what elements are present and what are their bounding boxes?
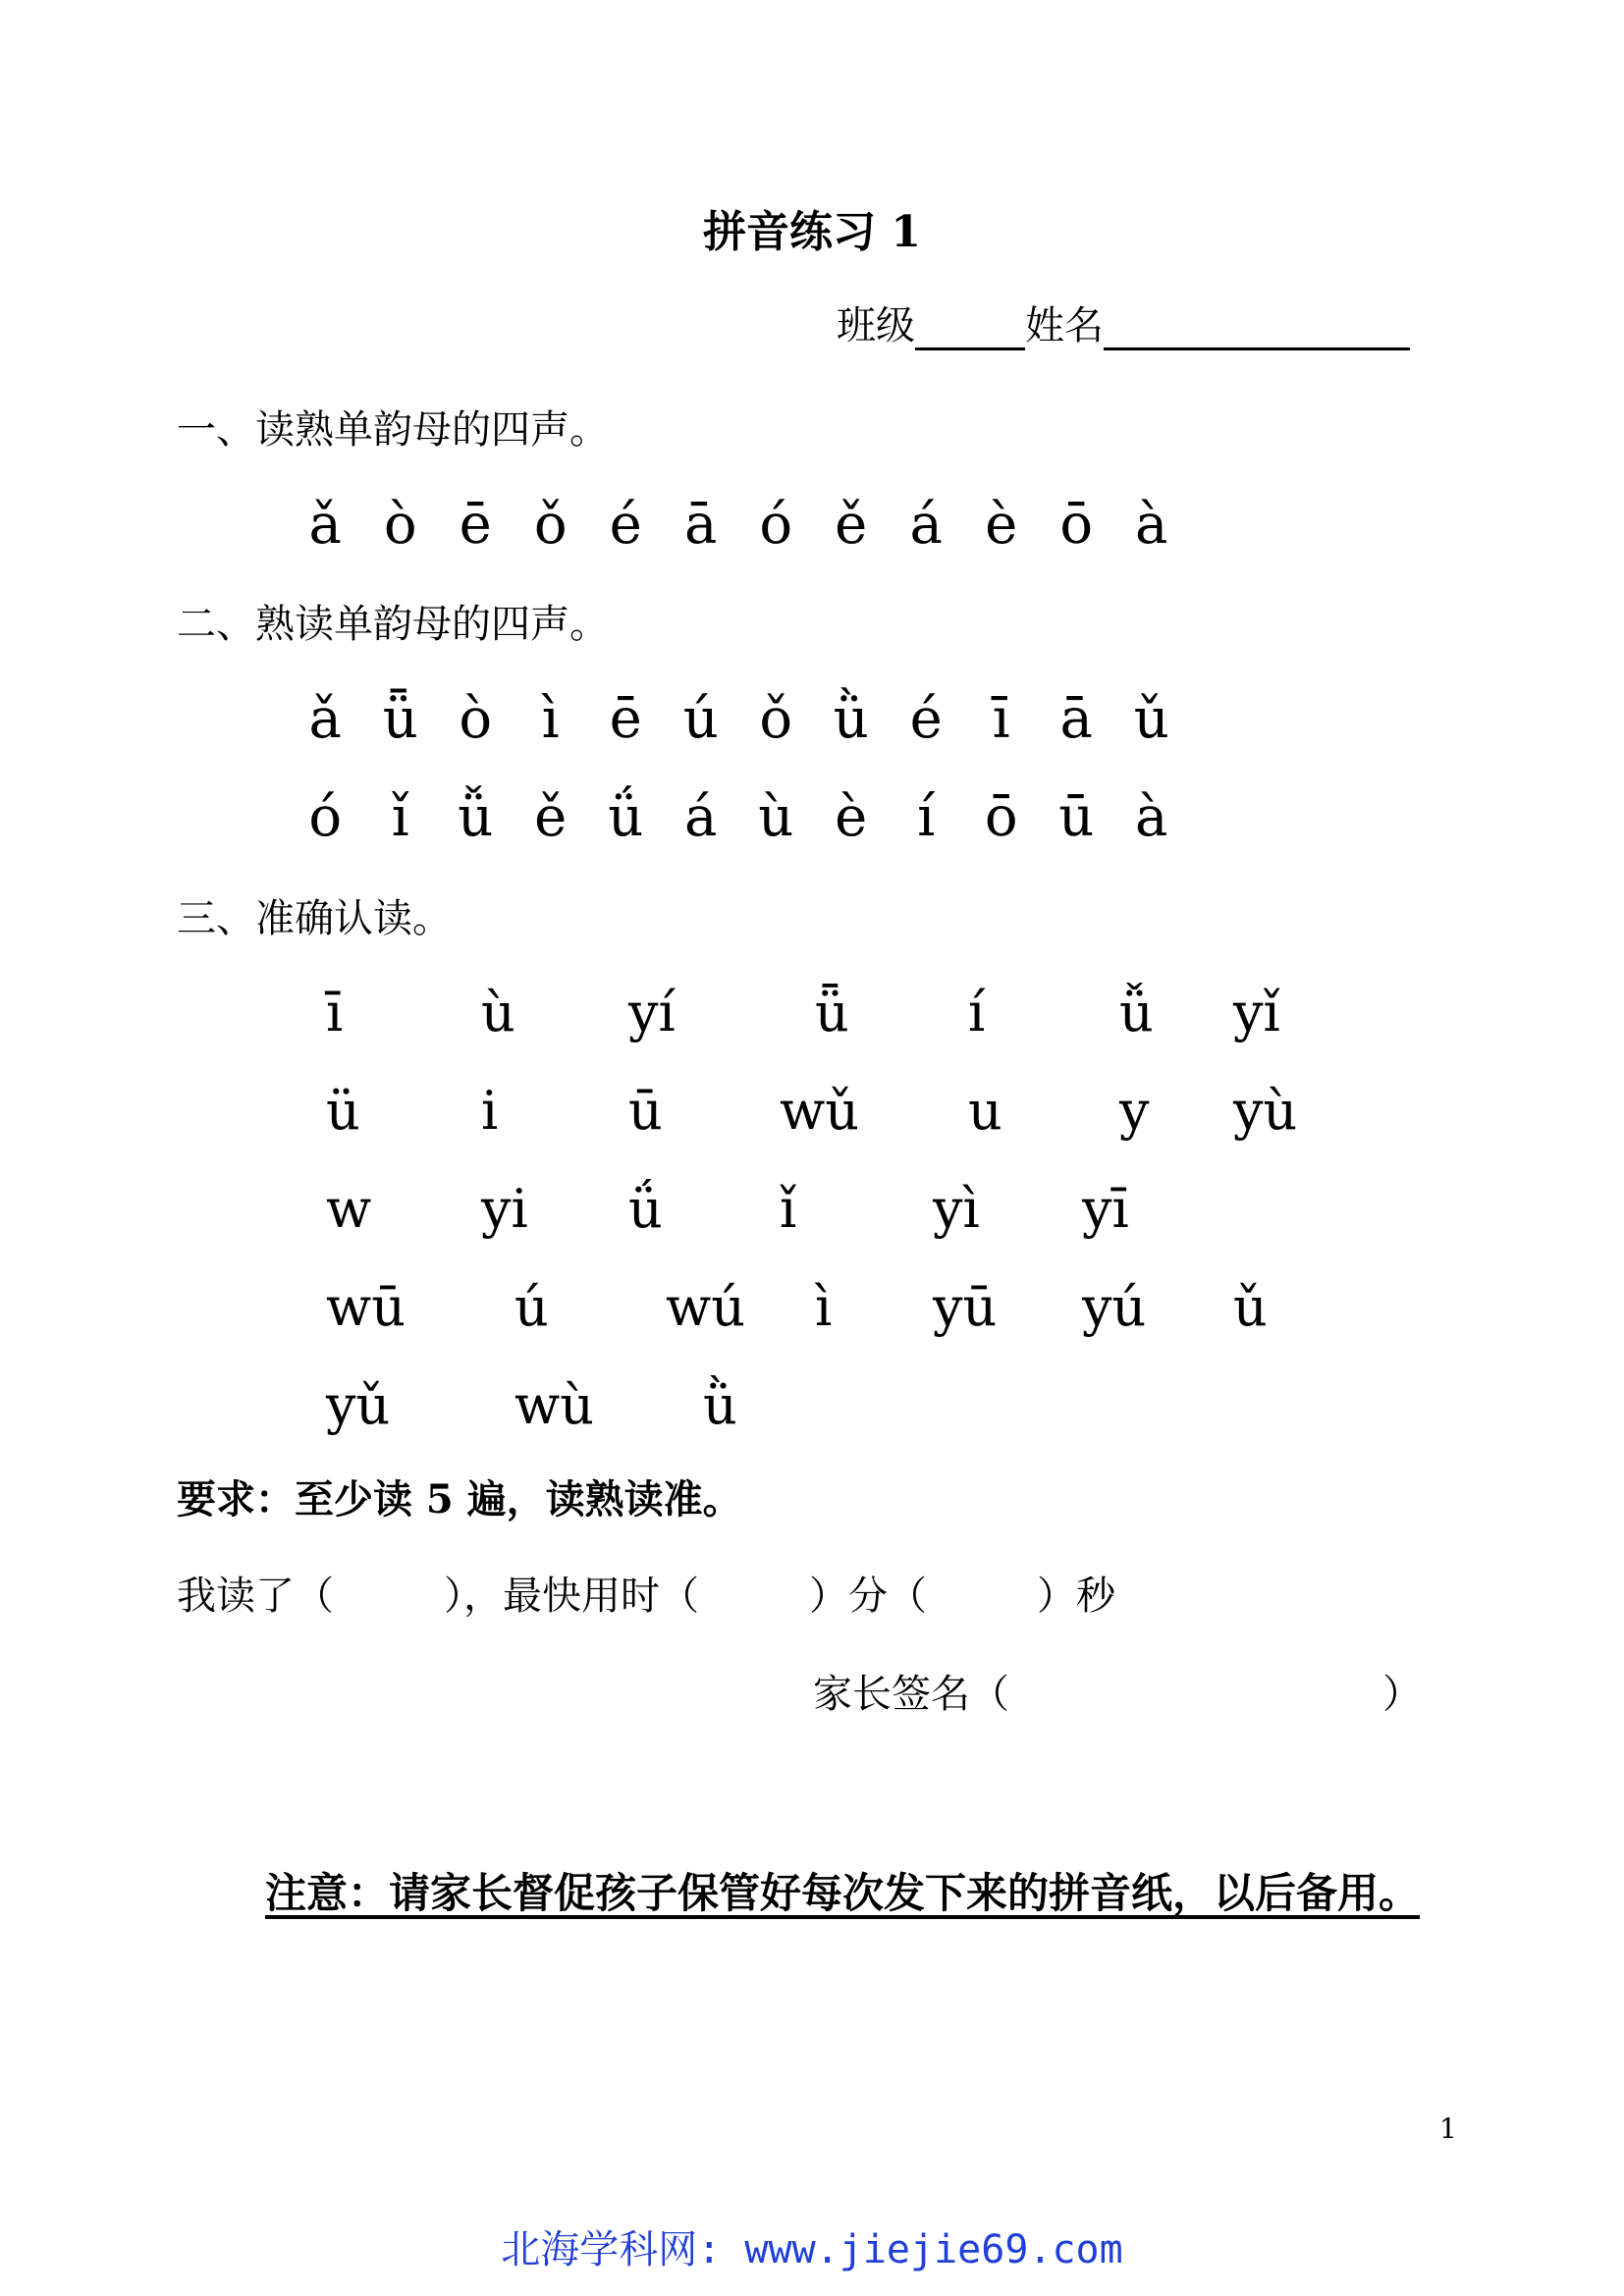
syllable: yí xyxy=(628,982,676,1043)
syllable: ü xyxy=(326,1080,360,1142)
tone-cell: è xyxy=(985,493,1018,557)
tone-cell: ǎ xyxy=(308,687,342,751)
syllable: wú xyxy=(666,1276,745,1338)
section2-heading: 二、熟读单韵母的四声。 xyxy=(177,602,609,647)
tone-cell: í xyxy=(917,785,936,849)
syllable: y xyxy=(1119,1080,1150,1142)
section3-heading: 三、准确认读。 xyxy=(177,896,452,941)
syllable: wū xyxy=(326,1276,406,1338)
tone-cell: ǜ xyxy=(833,687,869,751)
tone-cell: ó xyxy=(759,493,793,557)
tone-cell: ó xyxy=(308,785,343,849)
syllable: ǔ xyxy=(1233,1276,1268,1338)
syllable: ī xyxy=(326,982,344,1043)
tone-cell: é xyxy=(909,687,943,751)
tone-cell: á xyxy=(684,785,718,849)
footer-watermark: 北海学科网: www.jiejie69.com xyxy=(501,2227,1123,2272)
reading-times-label: 我读了（ xyxy=(177,1574,334,1619)
parent-sign-label: 家长签名（ xyxy=(813,1672,1009,1717)
tone-cell: ū xyxy=(1058,785,1095,849)
tone-cell: á xyxy=(909,493,943,557)
syllable: w xyxy=(326,1178,372,1240)
parent-sign-close: ） xyxy=(1382,1672,1422,1717)
tone-cell: è xyxy=(835,785,868,849)
syllable: wǔ xyxy=(780,1080,859,1142)
tone-cell: ì xyxy=(541,687,560,751)
tone-cell: ò xyxy=(383,493,417,557)
syllable: u xyxy=(968,1080,1002,1142)
syllable: yù xyxy=(1233,1080,1298,1142)
parent-notice: 注意：请家长督促孩子保管好每次发下来的拼音纸，以后备用。 xyxy=(265,1869,1421,1917)
tone-cell: ú xyxy=(682,687,719,751)
seconds-label: ）秒 xyxy=(1037,1574,1115,1619)
tone-cell: ō xyxy=(1059,493,1094,557)
syllable: yū xyxy=(933,1276,998,1338)
tone-cell: ē xyxy=(609,687,642,751)
tone-cell: ě xyxy=(835,493,868,557)
section1-row xyxy=(288,493,1189,557)
tone-cell: ě xyxy=(534,785,568,849)
syllable: ì xyxy=(815,1276,833,1338)
syllable: ǜ xyxy=(703,1374,737,1436)
syllable: ǖ xyxy=(815,982,849,1043)
tone-cell: ǖ xyxy=(382,687,418,751)
tone-cell: é xyxy=(609,493,642,557)
minutes-label: ）分（ xyxy=(809,1574,927,1619)
page-number: 1 xyxy=(1439,2112,1457,2145)
class-name-line xyxy=(837,294,1410,350)
syllable: í xyxy=(968,982,986,1043)
page-title: 拼音练习 1 xyxy=(703,207,921,257)
syllable: ǘ xyxy=(628,1178,663,1240)
tone-cell: ī xyxy=(992,687,1010,751)
requirement: 要求：至少读 5 遍，读熟读准。 xyxy=(177,1476,742,1522)
class-label: 班级 xyxy=(837,303,915,348)
tone-cell: à xyxy=(1135,493,1168,557)
tone-cell: ǒ xyxy=(759,687,793,751)
tone-cell: ù xyxy=(758,785,794,849)
class-blank xyxy=(915,302,1025,350)
section2-row1 xyxy=(288,687,1189,751)
syllable: yú xyxy=(1082,1276,1147,1338)
tone-cell: ē xyxy=(459,493,492,557)
section1-heading: 一、读熟单韵母的四声。 xyxy=(177,407,609,453)
syllable: yǔ xyxy=(326,1374,391,1436)
syllable: yì xyxy=(933,1178,980,1240)
tone-cell: ā xyxy=(684,493,718,557)
syllable: ǐ xyxy=(780,1178,797,1240)
syllable: yī xyxy=(1082,1178,1129,1240)
syllable: ū xyxy=(628,1080,663,1142)
tone-cell: ǐ xyxy=(391,785,409,849)
fastest-time-label: ），最快用时（ xyxy=(444,1574,699,1619)
tone-cell: ō xyxy=(984,785,1018,849)
tone-cell: ò xyxy=(459,687,493,751)
tone-cell: ǚ xyxy=(458,785,494,849)
name-blank xyxy=(1104,302,1410,350)
section2-row2 xyxy=(288,785,1189,849)
syllable: ǚ xyxy=(1119,982,1154,1043)
tone-cell: ǎ xyxy=(308,493,342,557)
tone-cell: ǒ xyxy=(533,493,568,557)
syllable: ù xyxy=(481,982,515,1043)
tone-cell: ā xyxy=(1059,687,1093,751)
syllable: yǐ xyxy=(1233,982,1280,1043)
tone-cell: à xyxy=(1135,785,1168,849)
reading-record xyxy=(177,1565,1115,1621)
syllable: yi xyxy=(481,1178,528,1240)
name-label: 姓名 xyxy=(1025,303,1104,348)
syllable: ú xyxy=(514,1276,549,1338)
parent-signature xyxy=(813,1663,1422,1719)
tone-cell: ǔ xyxy=(1133,687,1169,751)
tone-cell: ǘ xyxy=(608,785,644,849)
syllable: wù xyxy=(514,1374,594,1436)
syllable: i xyxy=(481,1080,499,1142)
